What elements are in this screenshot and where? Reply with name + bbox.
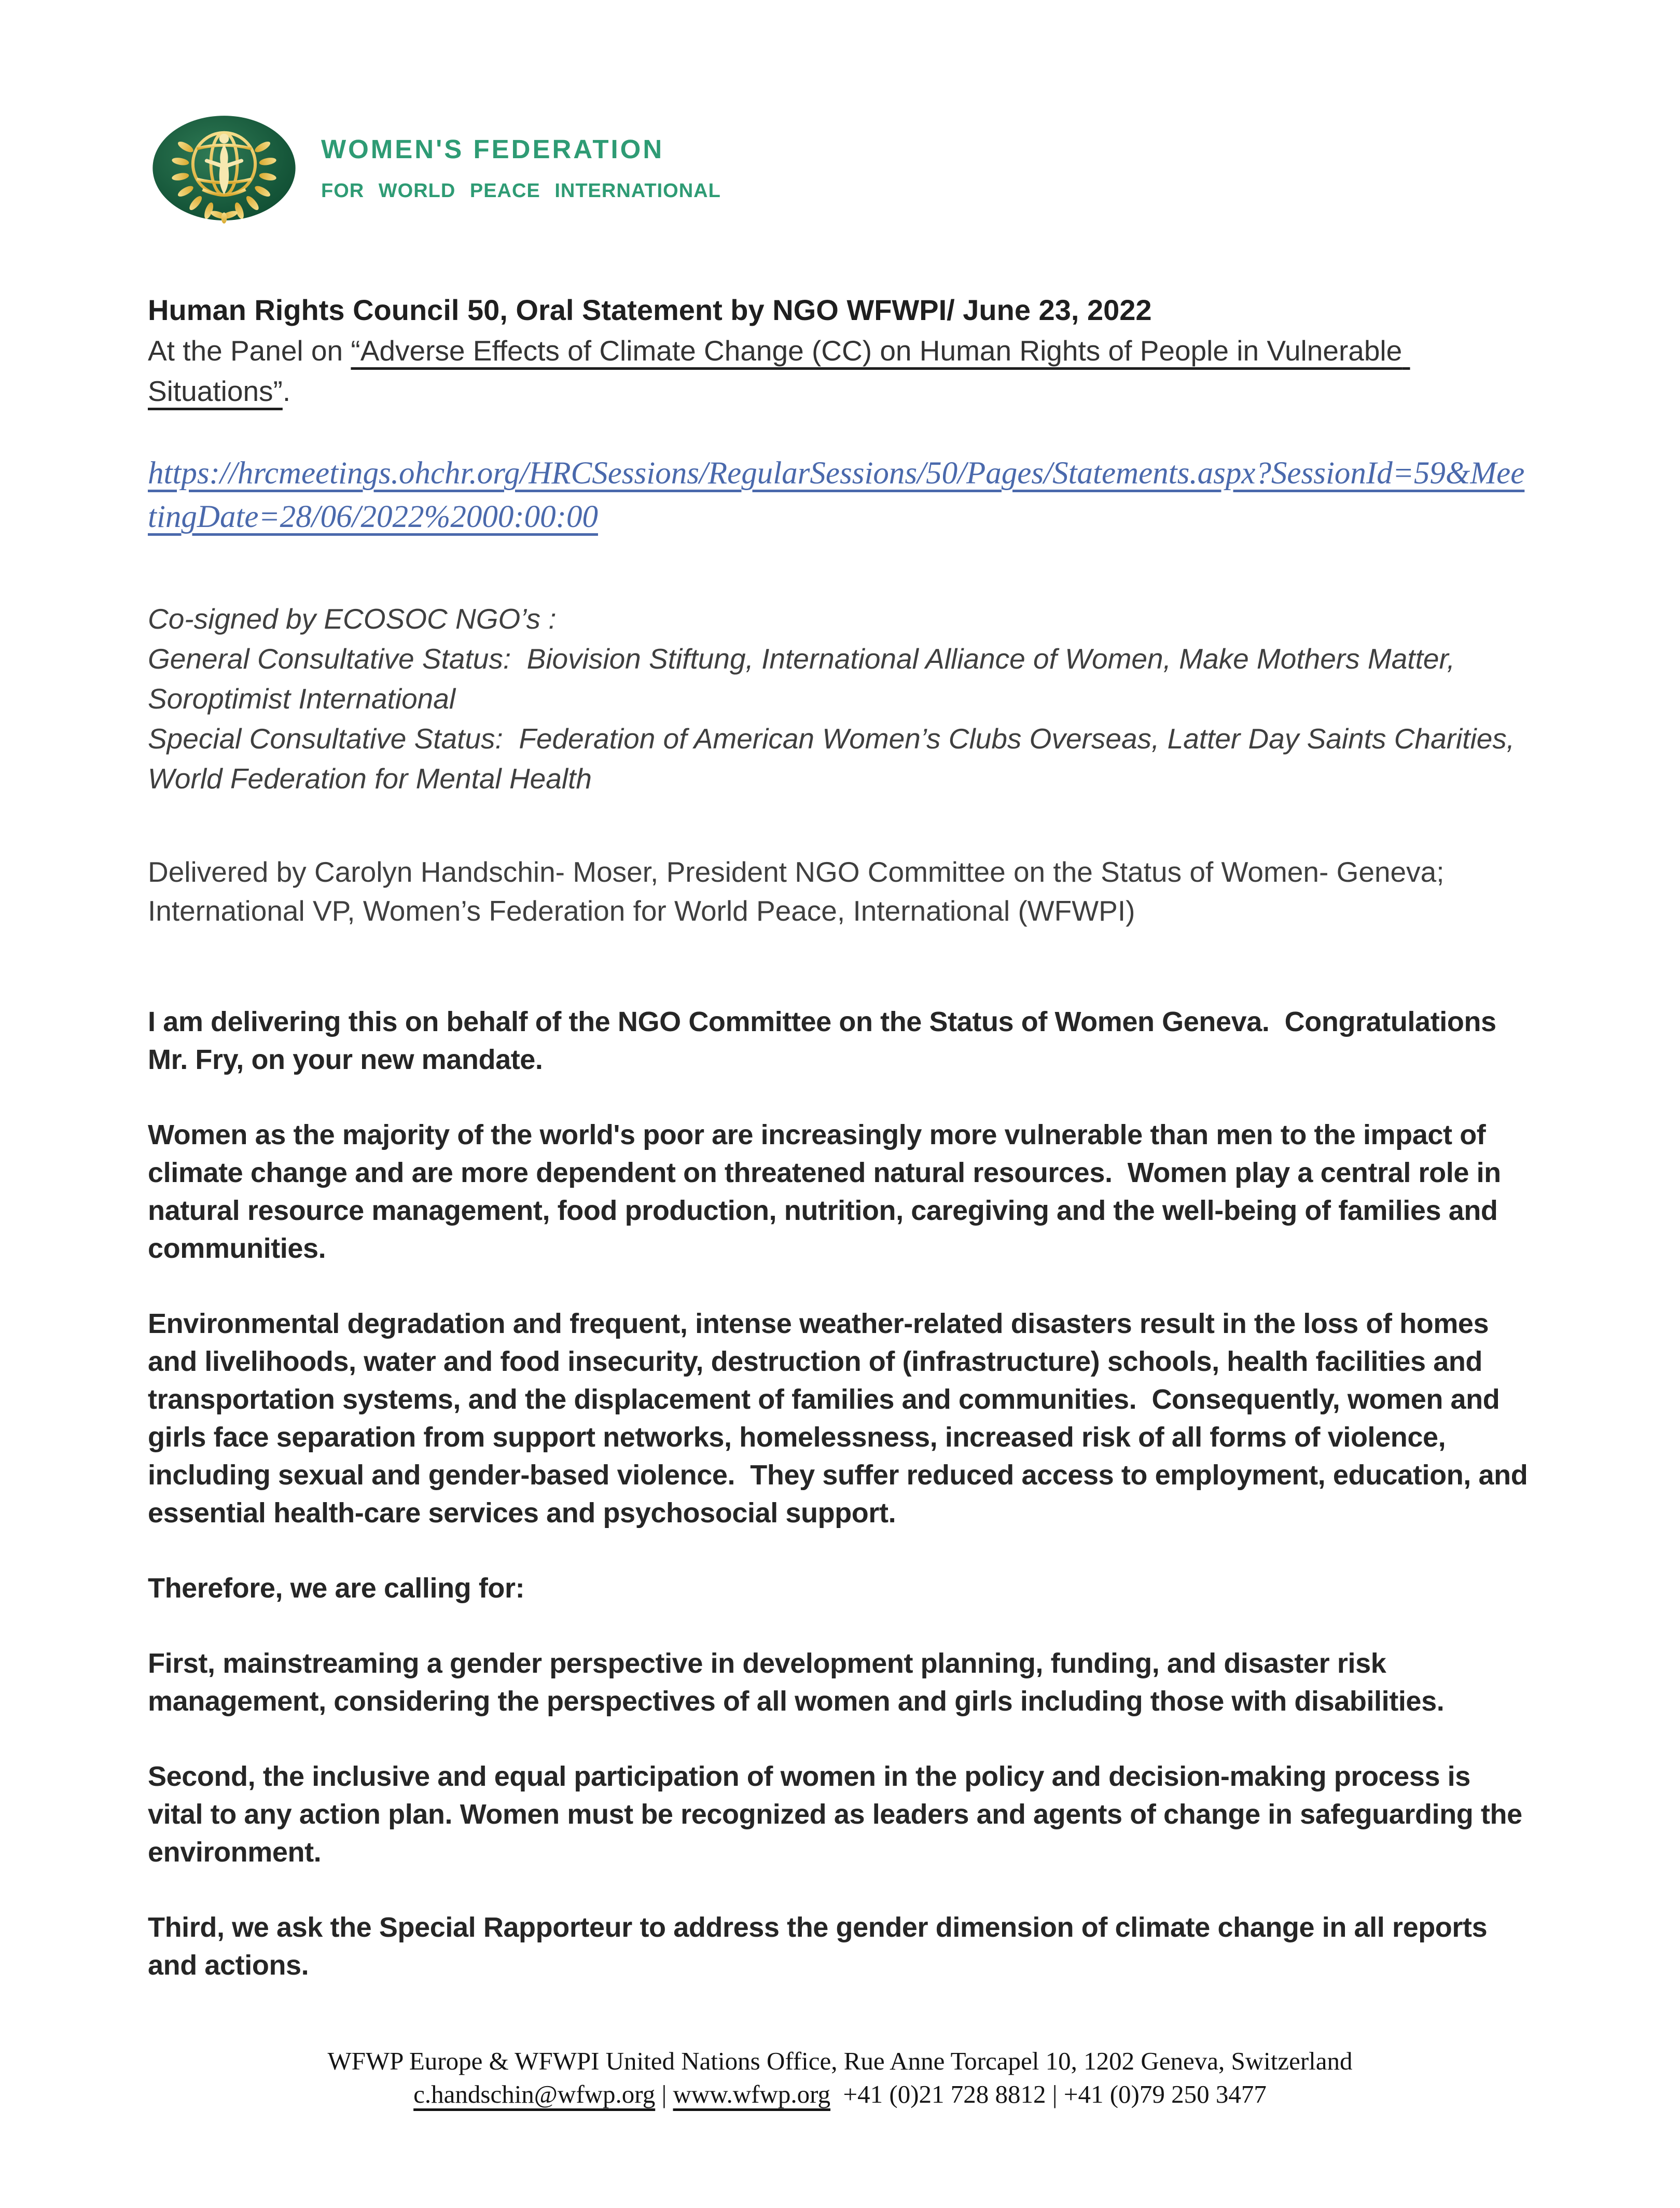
body-paragraph-2: Women as the majority of the world's poor are increasingly more vulnerable than men to the impact of climate change and are more dependent on threatened natural resources. Women play a central role in natural resource management, food production, nutrition, caregiving and the well-being of families and communities. [148, 1119, 1509, 1264]
footer-contacts [0, 2078, 1680, 2111]
footer-phones: +41 (0)21 728 8812 | +41 (0)79 250 3477 [830, 2080, 1267, 2108]
footer-website-link[interactable]: www.wfwp.org [673, 2080, 831, 2108]
body-paragraph-1: I am delivering this on behalf of the NGO Committee on the Status of Women Geneva. Congratulations Mr. Fry, on your new mandate. [148, 1006, 1504, 1075]
org-logo [148, 112, 1532, 225]
cosigners-block [148, 599, 1532, 799]
statement-body [148, 1003, 1535, 1984]
page-footer [0, 2045, 1680, 2111]
cosigners-general-status: General Consultative Status: Biovision Stiftung, International Alliance of Women, Make Mothers Matter, Soroptimist International [148, 643, 1463, 715]
statement-url-link[interactable]: https://hrcmeetings.ohchr.org/HRCSessions/RegularSessions/50/Pages/Statements.aspx?SessionId=59&MeetingDate=28/06/2022%2000:00:00 [148, 456, 1525, 534]
org-wordmark [321, 134, 721, 202]
document-title: Human Rights Council 50, Oral Statement by NGO WFWPI/ June 23, 2022 [148, 294, 1152, 326]
cosigners-special-status: Special Consultative Status: Federation of American Women’s Clubs Overseas, Latter Day Saints Charities, World Federation for Mental Health [148, 723, 1523, 795]
panel-subtitle-prefix: At the Panel on [148, 335, 351, 367]
org-name-line2: FOR WORLD PEACE INTERNATIONAL [321, 180, 721, 202]
delivered-by: Delivered by Carolyn Handschin- Moser, President NGO Committee on the Status of Women- Geneva; International VP, Women’s Federation for World Peace, International (WFWPI) [148, 856, 1452, 927]
cosigners-intro: Co-signed by ECOSOC NGO’s : [148, 603, 557, 635]
wfwpi-emblem-icon [148, 112, 300, 225]
panel-subtitle-quote: “Adverse Effects of Climate Change (CC) on Human Rights of People in Vulnerable Situations” [148, 335, 1410, 407]
body-paragraph-5: First, mainstreaming a gender perspective in development planning, funding, and disaster risk management, considering the perspectives of all women and girls including those with disabilities. [148, 1648, 1445, 1717]
body-paragraph-7: Third, we ask the Special Rapporteur to address the gender dimension of climate change in all reports and actions. [148, 1912, 1495, 1981]
body-paragraph-6: Second, the inclusive and equal participation of women in the policy and decision-making process is vital to any action plan. Women must be recognized as leaders and agents of change in safeguarding the environment. [148, 1761, 1530, 1868]
body-paragraph-3: Environmental degradation and frequent, intense weather-related disasters result in the loss of homes and livelihoods, water and food insecurity, destruction of (infrastructure) schools, health facilities and transportation systems, and the displacement of families and communities. Consequently, women and girls face separation from support networks, homelessness, increased risk of all forms of violence, including sexual and gender-based violence. They suffer reduced access to employment, education, and essential health-care services and psychosocial support. [148, 1308, 1535, 1529]
panel-subtitle [148, 330, 1532, 411]
footer-separator: | [655, 2080, 673, 2108]
statement-link-paragraph [148, 452, 1532, 539]
footer-address: WFWP Europe & WFWPI United Nations Office, Rue Anne Torcapel 10, 1202 Geneva, Switzerland [327, 2047, 1353, 2075]
body-paragraph-4: Therefore, we are calling for: [148, 1573, 525, 1604]
org-name-line1: WOMEN'S FEDERATION [321, 134, 664, 164]
footer-email-link[interactable]: c.handschin@wfwp.org [413, 2080, 656, 2108]
panel-subtitle-suffix: . [282, 375, 291, 407]
